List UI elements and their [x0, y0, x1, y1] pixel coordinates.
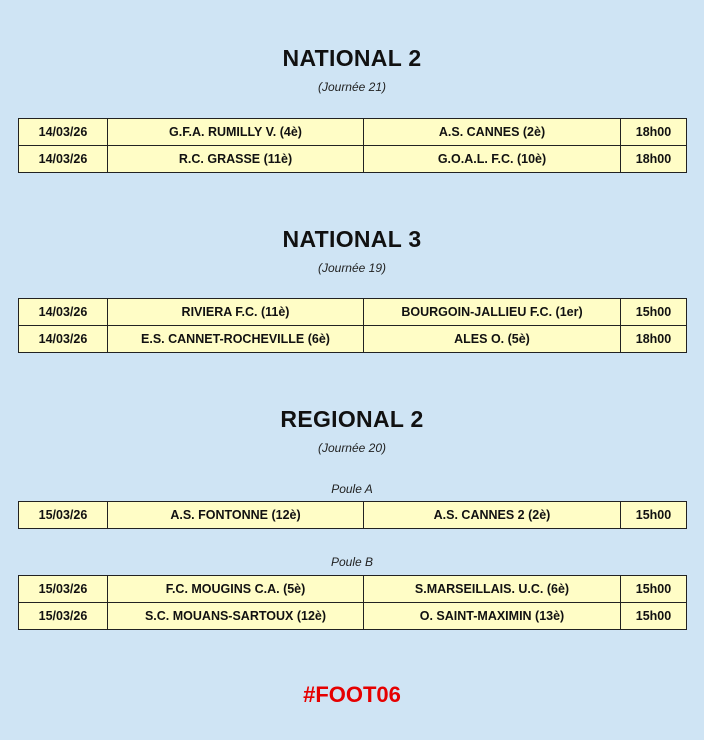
home-team: F.C. MOUGINS C.A. (5è)	[108, 576, 364, 603]
match-date: 14/03/26	[19, 299, 108, 326]
kickoff-time: 18h00	[621, 119, 687, 146]
away-team: A.S. CANNES (2è)	[364, 119, 621, 146]
section-title-national-2: NATIONAL 2	[282, 45, 422, 71]
away-team: A.S. CANNES 2 (2è)	[364, 502, 621, 529]
match-table-national-3	[18, 298, 687, 353]
home-team: R.C. GRASSE (11è)	[108, 146, 364, 173]
kickoff-time: 18h00	[621, 146, 687, 173]
table-row	[19, 326, 687, 353]
match-date: 15/03/26	[19, 576, 108, 603]
match-table-poule-b	[18, 575, 687, 630]
away-team: S.MARSEILLAIS. U.C. (6è)	[364, 576, 621, 603]
section-title-national-3: NATIONAL 3	[282, 226, 422, 252]
section-title-regional-2: REGIONAL 2	[280, 406, 424, 432]
poule-label-b: Poule B	[330, 555, 374, 569]
away-team: G.O.A.L. F.C. (10è)	[364, 146, 621, 173]
match-date: 14/03/26	[19, 119, 108, 146]
table-row	[19, 299, 687, 326]
away-team: BOURGOIN-JALLIEU F.C. (1er)	[364, 299, 621, 326]
hashtag: #FOOT06	[303, 682, 401, 707]
kickoff-time: 18h00	[621, 326, 687, 353]
away-team: O. SAINT-MAXIMIN (13è)	[364, 603, 621, 630]
kickoff-time: 15h00	[621, 603, 687, 630]
table-row	[19, 119, 687, 146]
home-team: G.F.A. RUMILLY V. (4è)	[108, 119, 364, 146]
table-row	[19, 576, 687, 603]
match-date: 15/03/26	[19, 502, 108, 529]
match-date: 14/03/26	[19, 146, 108, 173]
section-round-regional-2: (Journée 20)	[317, 441, 387, 455]
table-row	[19, 603, 687, 630]
away-team: ALES O. (5è)	[364, 326, 621, 353]
table-row	[19, 502, 687, 529]
kickoff-time: 15h00	[621, 299, 687, 326]
home-team: RIVIERA F.C. (11è)	[108, 299, 364, 326]
home-team: A.S. FONTONNE (12è)	[108, 502, 364, 529]
match-table-poule-a	[18, 501, 687, 529]
match-date: 14/03/26	[19, 326, 108, 353]
match-table-national-2	[18, 118, 687, 173]
home-team: E.S. CANNET-ROCHEVILLE (6è)	[108, 326, 364, 353]
kickoff-time: 15h00	[621, 576, 687, 603]
home-team: S.C. MOUANS-SARTOUX (12è)	[108, 603, 364, 630]
poule-label-a: Poule A	[331, 482, 373, 496]
kickoff-time: 15h00	[621, 502, 687, 529]
section-round-national-3: (Journée 19)	[317, 261, 387, 275]
match-date: 15/03/26	[19, 603, 108, 630]
table-row	[19, 146, 687, 173]
section-round-national-2: (Journée 21)	[317, 80, 387, 94]
